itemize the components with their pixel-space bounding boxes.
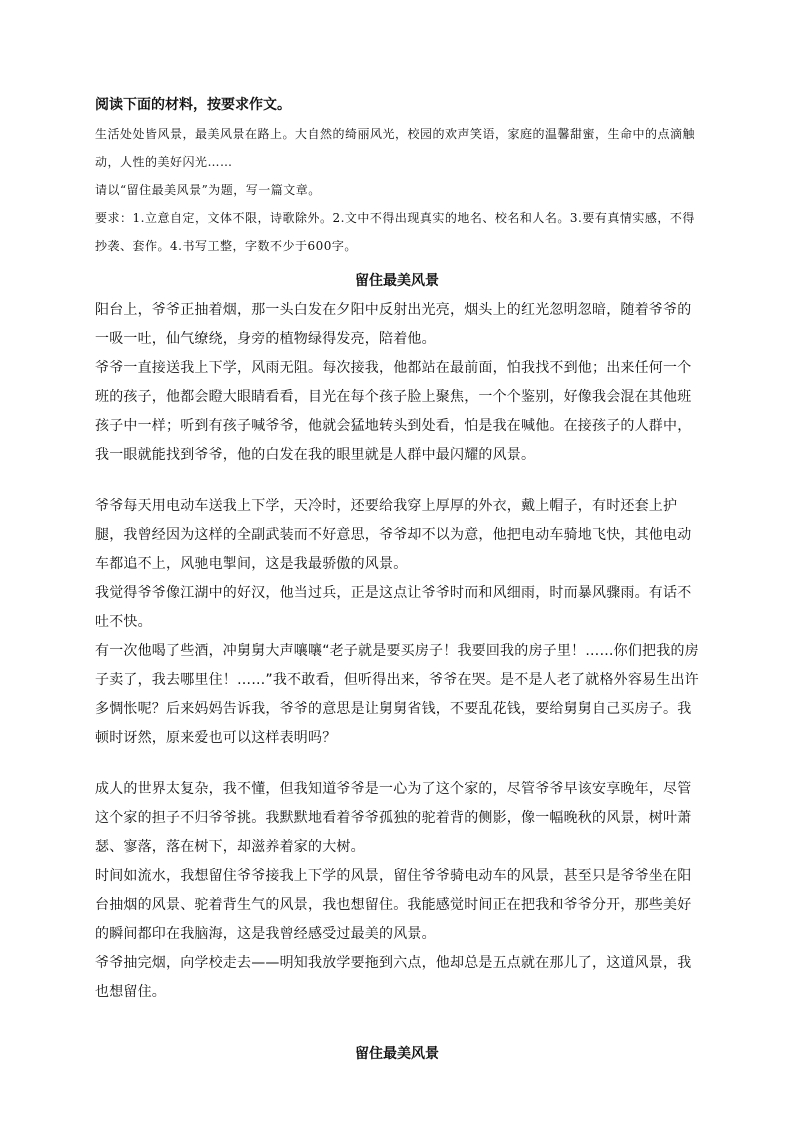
prompt-heading: 阅读下面的材料，按要求作文。 xyxy=(95,97,291,113)
document-page xyxy=(95,88,699,1069)
second-essay-title: 留住最美风景 xyxy=(355,1046,439,1062)
prompt-material: 生活处处皆风景，最美风景在路上。大自然的绮丽风光，校园的欢声笑语，家庭的温馨甜蜜，生命中的点滴触动，人性的美好闪光…… xyxy=(95,127,696,169)
essay-paragraph: 爷爷抽完烟，向学校走去——明知我放学要拖到六点，他却总是五点就在那儿了，这道风景，我也想留住。 xyxy=(95,955,692,1000)
essay-title: 留住最美风景 xyxy=(355,273,439,289)
essay-paragraph: 时间如流水，我想留住爷爷接我上下学的风景，留住爷爷骑电动车的风景，甚至只是爷爷坐在阳台抽烟的风景、驼着背生气的风景，我也想留住。我能感觉时间正在把我和爷爷分开，那些美好的瞬间都印在我脑海，这是我曾经感受过最美的风景。 xyxy=(95,868,692,942)
essay-paragraph: 有一次他喝了些酒，冲舅舅大声嚷嚷“老子就是要买房子！我要回我的房子里！……你们把我的房子卖了，我去哪里住！……”我不敢看，但听得出来，爷爷在哭。是不是人老了就格外容易生出许多惆怅呢？后来妈妈告诉我，爷爷的意思是让舅舅省钱，不要乱花钱，要给舅舅自己买房子。我顿时讶然，原来爱也可以这样表明吗？ xyxy=(95,643,699,746)
essay-paragraph: 阳台上，爷爷正抽着烟，那一头白发在夕阳中反射出光亮，烟头上的红光忽明忽暗，随着爷爷的一吸一吐，仙气缭绕，身旁的植物绿得发亮，陪着他。 xyxy=(95,302,692,347)
essay-paragraph: 我觉得爷爷像江湖中的好汉，他当过兵，正是这点让爷爷时而和风细雨，时而暴风骤雨。有话不吐不快。 xyxy=(95,585,692,630)
essay-paragraph: 成人的世界太复杂，我不懂，但我知道爷爷是一心为了这个家的，尽管爷爷早该安享晚年，尽管这个家的担子不归爷爷挑。我默默地看着爷爷孤独的驼着背的侧影，像一幅晚秋的风景，树叶萧瑟、寥落，落在树下，却滋养着家的大树。 xyxy=(95,781,692,855)
prompt-instruction: 请以“留住最美风景”为题，写一篇文章。 xyxy=(95,183,321,197)
essay-paragraph: 爷爷每天用电动车送我上下学，天冷时，还要给我穿上厚厚的外衣，戴上帽子，有时还套上护腿，我曾经因为这样的全副武装而不好意思，爷爷却不以为意，他把电动车骑地飞快，其他电动车都追不上，风驰电掣间，这是我最骄傲的风景。 xyxy=(95,498,692,572)
prompt-requirements: 要求：1.立意自定，文体不限，诗歌除外。2.文中不得出现真实的地名、校名和人名。3.要有真情实感，不得抄袭、套作。4.书写工整，字数不少于600字。 xyxy=(95,211,695,253)
essay-paragraph: 爷爷一直接送我上下学，风雨无阻。每次接我，他都站在最前面，怕我找不到他；出来任何一个班的孩子，他都会瞪大眼睛看看，目光在每个孩子脸上聚焦，一个个鉴别，好像我会混在其他班孩子中一样；听到有孩子喊爷爷，他就会猛地转头到处看，怕是我在喊他。在接孩子的人群中，我一眼就能找到爷爷，他的白发在我的眼里就是人群中最闪耀的风景。 xyxy=(95,360,692,463)
